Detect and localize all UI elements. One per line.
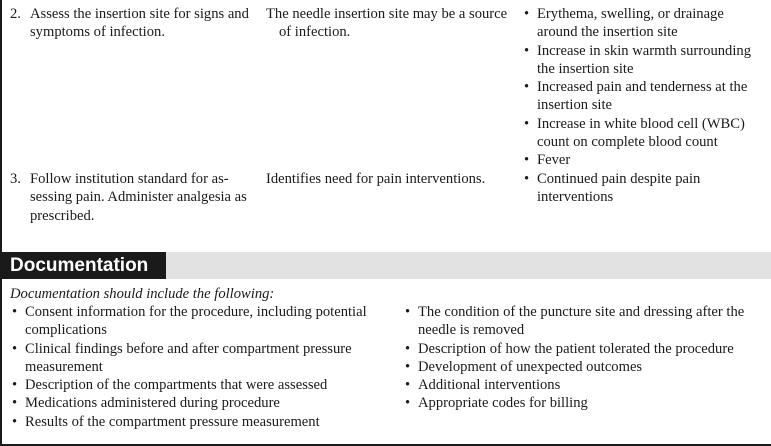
step-number: 3. xyxy=(10,171,21,187)
documentation-list-right xyxy=(403,303,765,413)
step-rationale xyxy=(266,170,516,188)
documentation-heading: Documentation xyxy=(2,252,166,279)
list-item: • The condition of the puncture site and dressing after the needle is removed xyxy=(403,303,765,340)
list-item: • Medications administered during procedure xyxy=(10,394,390,412)
findings-list xyxy=(522,5,767,170)
step-rationale-text: Identifies need for pain interventions. xyxy=(266,171,486,187)
list-item: • Increase in skin warmth surrounding the insertion site xyxy=(522,42,767,79)
list-item: • Clinical findings before and after compartment pressure measurement xyxy=(10,340,390,377)
step-rationale-text: The needle insertion site may be a source of infection. xyxy=(266,6,508,41)
list-item: • Consent information for the procedure, including potential complications xyxy=(10,303,390,340)
list-item: • Increased pain and tenderness at the insertion site xyxy=(522,78,767,115)
documentation-list-left xyxy=(10,303,390,431)
list-item: • Development of unexpected outcomes xyxy=(403,358,765,376)
step-rationale xyxy=(266,5,516,42)
findings-list xyxy=(522,170,767,207)
list-item: • Description of how the patient tolerated the procedure xyxy=(403,340,765,358)
list-item: • Description of the compartments that were assessed xyxy=(10,376,390,394)
step-action: Follow institution standard for as-sessing pain. Administer analgesia as prescribed. xyxy=(30,171,247,224)
list-item: • Continued pain despite pain interventions xyxy=(522,170,767,207)
list-item: • Additional interventions xyxy=(403,376,765,394)
list-item: • Results of the compartment pressure measurement xyxy=(10,413,390,431)
step-number: 2. xyxy=(10,6,21,22)
list-item: • Appropriate codes for billing xyxy=(403,394,765,412)
documentation-intro: Documentation should include the following: xyxy=(10,286,275,302)
list-item: • Fever xyxy=(522,151,767,169)
list-item: • Increase in white blood cell (WBC) count on complete blood count xyxy=(522,115,767,152)
step-action: Assess the insertion site for signs and symptoms of infection. xyxy=(30,6,249,41)
list-item: • Erythema, swelling, or drainage around the insertion site xyxy=(522,5,767,42)
